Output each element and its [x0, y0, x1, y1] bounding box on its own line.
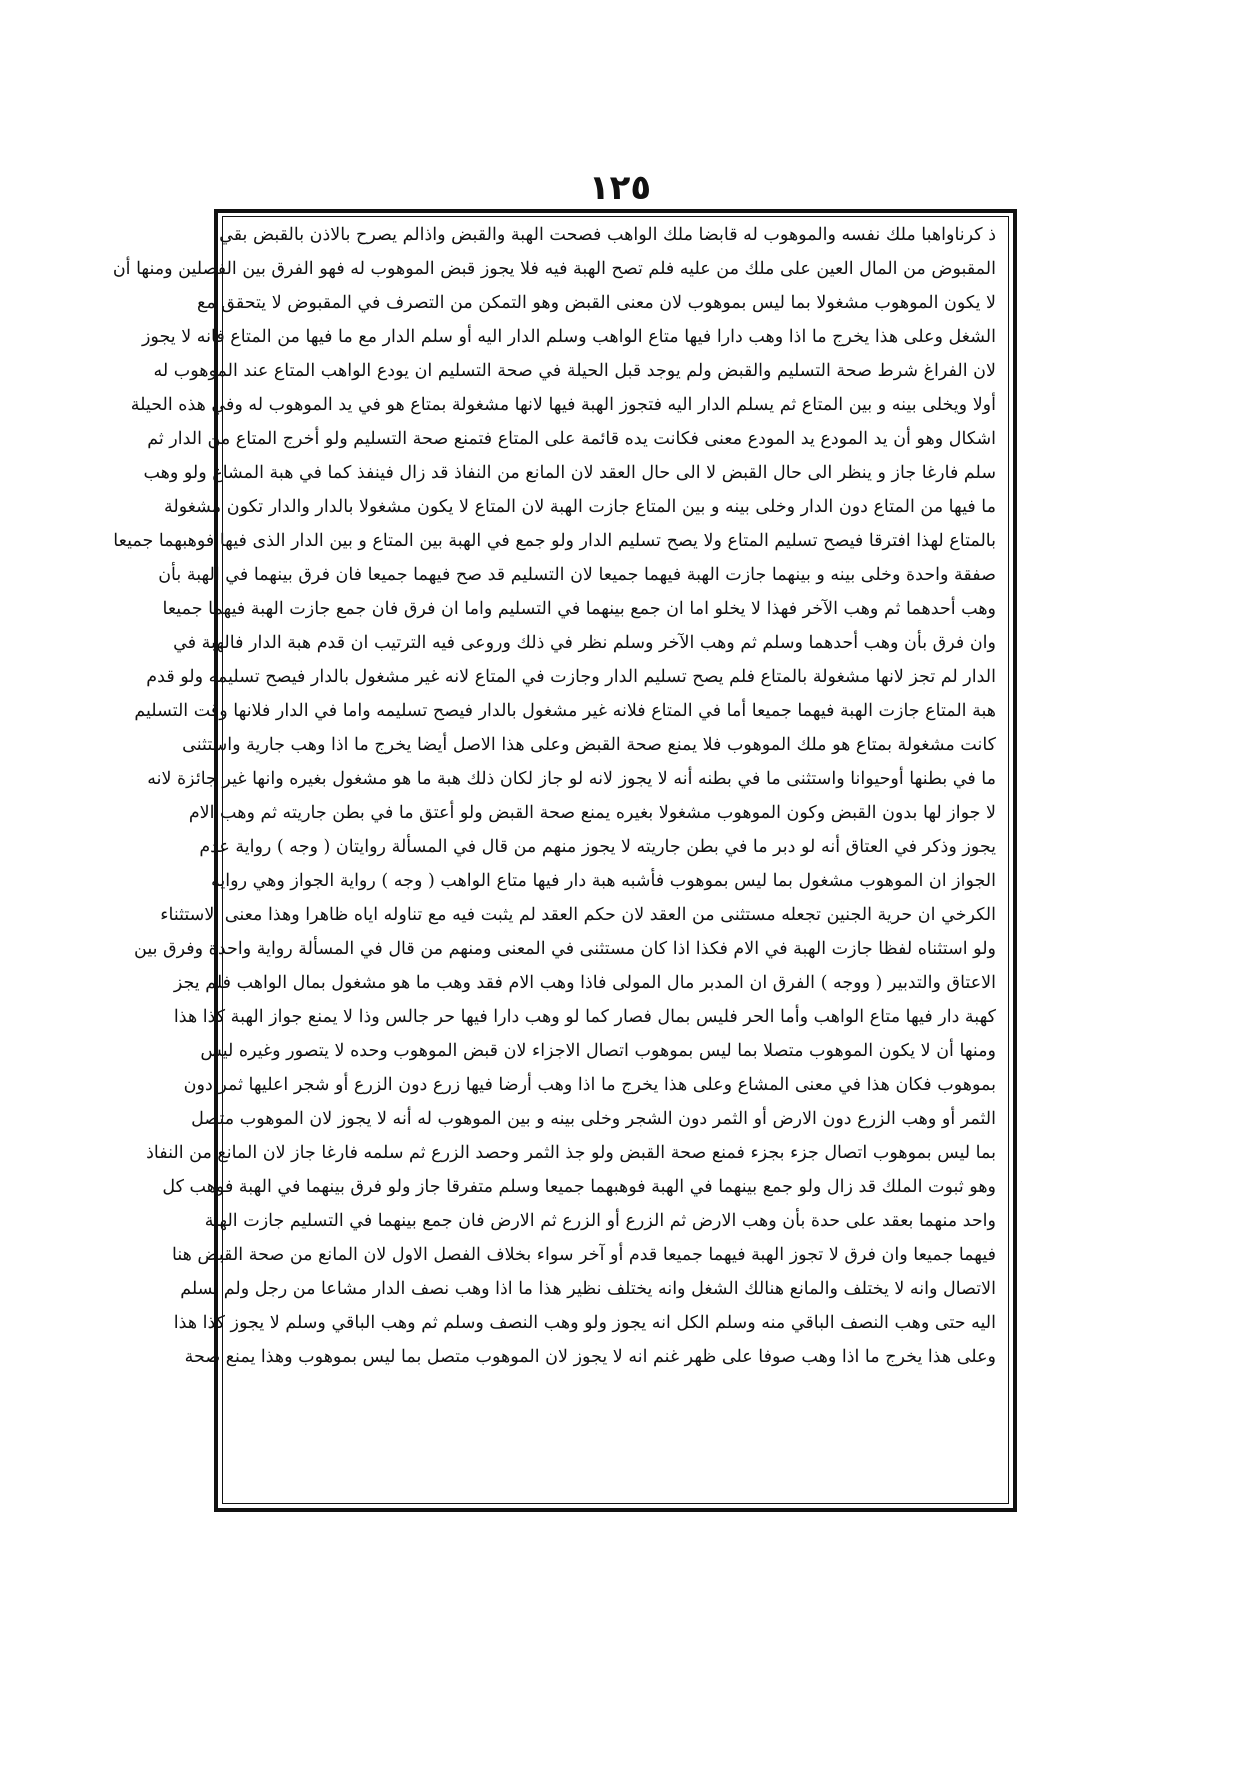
text-line: ومنها أن لا يكون الموهوب متصلا بما ليس بموهوب اتصال الاجزاء لان قبض الموهوب وحده لا يتصور وغيره ليس: [200, 1041, 996, 1061]
body-text: [112, 218, 996, 1408]
text-line: الاتصال وانه لا يختلف والمانع هنالك الشغل وانه يختلف نظير هذا ما اذا وهب نصف الدار مشاعا من رجل ولم يسلم: [180, 1279, 996, 1299]
text-line: الدار لم تجز لانها مشغولة بالمتاع فلم يصح تسليم الدار وجازت في المتاع لانه غير مشغول بالدار فيصح تسليمه ولو قدم: [146, 667, 996, 687]
text-line: لا يكون الموهوب مشغولا بما ليس بموهوب لان معنى القبض وهو التمكن من التصرف في المقبوض لا يتحقق مع: [197, 293, 996, 313]
text-line: وعلى هذا يخرج ما اذا وهب صوفا على ظهر غنم انه لا يجوز لان الموهوب متصل بما ليس بموهوب وهذا يمنع صحة: [184, 1347, 996, 1367]
text-line: واحد منهما بعقد على حدة بأن وهب الارض ثم الزرع أو الزرع ثم الارض فان جمع بينهما في التسليم جازت الهبة: [204, 1211, 996, 1231]
text-line: صفقة واحدة وخلى بينه و بينهما جازت الهبة فيهما جميعا لان التسليم قد صح فيهما جميعا فان فرق بينهما في الهبة بأن: [158, 565, 996, 585]
text-line: الشغل وعلى هذا يخرج ما اذا وهب دارا فيها متاع الواهب وسلم الدار اليه أو سلم الدار مع ما فيها من المتاع فانه لا يجوز: [141, 327, 996, 347]
page-number: ١٢٥: [588, 168, 652, 208]
text-line: الثمر أو وهب الزرع دون الارض أو الثمر دون الشجر وخلى بينه و بين الموهوب له أنه لا يجوز لان الموهوب متصل: [191, 1109, 996, 1129]
text-line: كانت مشغولة بمتاع هو ملك الموهوب فلا يمنع صحة القبض وعلى هذا الاصل أيضا يخرج ما اذا وهب جارية واستثنى: [182, 735, 996, 755]
text-line: وهو ثبوت الملك قد زال ولو جمع بينهما في الهبة فوهبهما جميعا وسلم متفرقا جاز ولو فرق بينهما في الهبة فوهب كل: [162, 1177, 996, 1197]
text-line: وهب أحدهما ثم وهب الآخر فهذا لا يخلو اما ان جمع بينهما في التسليم واما ان فرق فان جمع جازت الهبة فيهما جميعا: [162, 599, 996, 619]
text-line: ذ كرناواهبا ملك نفسه والموهوب له قابضا ملك الواهب فصحت الهبة والقبض واذالم يصرح بالاذن بالقبض بقي: [219, 225, 996, 245]
text-line: بالمتاع لهذا افترقا فيصح تسليم المتاع ولا يصح تسليم الدار ولو جمع في الهبة بين المتاع و بين الدار الذى فيها فوهبهما جميعا: [113, 531, 996, 551]
text-line: لان الفراغ شرط صحة التسليم والقبض ولم يوجد قبل الحيلة في صحة التسليم ان يودع الواهب المتاع عند الموهوب له: [153, 361, 996, 381]
text-line: اشكال وهو أن يد المودع يد المودع معنى فكانت يده قائمة على المتاع فتمنع صحة التسليم ولو أخرج المتاع من الدار ثم: [147, 429, 996, 449]
text-line: المقبوض من المال العين على ملك من عليه فلم تصح الهبة فيه فلا يجوز قبض الموهوب له فهو الفرق بين الفصلين ومنها أن: [112, 259, 996, 279]
text-line: ما فيها من المتاع دون الدار وخلى بينه و بين المتاع جازت الهبة لان المتاع لا يكون مشغولا بالدار والدار تكون مشغولة: [163, 497, 996, 517]
text-line: هبة المتاع جازت الهبة فيهما جميعا أما في المتاع فلانه غير مشغول بالدار فيصح تسليمه واما في الدار فلانها وقت التسليم: [134, 701, 996, 721]
text-line: الكرخي ان حرية الجنين تجعله مستثنى من العقد لان حكم العقد لم يثبت فيه مع تناوله اياه ظاهرا وهذا معنى الاستثناء: [160, 905, 996, 925]
text-line: فيهما جميعا وان فرق لا تجوز الهبة فيهما جميعا قدم أو آخر سواء بخلاف الفصل الاول لان المانع من صحة القبض هنا: [171, 1245, 996, 1265]
text-line: الجواز ان الموهوب مشغول بما ليس بموهوب فأشبه هبة دار فيها متاع الواهب ( وجه ) رواية الجواز وهي رواية: [211, 871, 996, 891]
text-line: بموهوب فكان هذا في معنى المشاع وعلى هذا يخرج ما اذا وهب أرضا فيها زرع دون الزرع أو شجر اعليها ثمر دون: [183, 1075, 996, 1095]
text-line: كهبة دار فيها متاع الواهب وأما الحر فليس بمال فصار كما لو وهب دارا فيها حر جالس وذا لا يمنع جواز الهبة كذا هذا: [173, 1007, 996, 1027]
text-line: ما في بطنها أوحيوانا واستثنى ما في بطنه أنه لا يجوز لانه لو جاز لكان ذلك هبة ما هو مشغول بغيره وانها غير جائزة لانه: [147, 769, 996, 789]
text-line: أولا ويخلى بينه و بين المتاع ثم يسلم الدار اليه فتجوز الهبة فيها لانها مشغولة بمتاع هو في يد الموهوب له وفي هذه الحيلة: [130, 395, 996, 415]
text-line: لا جواز لها بدون القبض وكون الموهوب مشغولا بغيره يمنع صحة القبض ولو أعتق ما في بطن جاريته ثم وهب الام: [188, 803, 996, 823]
text-line: بما ليس بموهوب اتصال جزء بجزء فمنع صحة القبض ولو جذ الثمر وحصد الزرع ثم سلمه فارغا جاز لان المانع من النفاذ: [146, 1143, 996, 1163]
text-line: اليه حتى وهب النصف الباقي منه وسلم الكل انه يجوز ولو وهب النصف وسلم ثم وهب الباقي وسلم لا يجوز كذا هذا: [173, 1313, 996, 1333]
text-line: وان فرق بأن وهب أحدهما وسلم ثم وهب الآخر وسلم نظر في ذلك وروعى فيه الترتيب ان قدم هبة الدار فالهبة في: [173, 633, 996, 653]
text-line: يجوز وذكر في العتاق أنه لو دبر ما في بطن جاريته لا يجوز منهم من قال في المسألة روايتان ( وجه ) رواية عدم: [199, 837, 996, 857]
text-line: ولو استثناه لفظا جازت الهبة في الام فكذا اذا كان مستثنى في المعنى ومنهم من قال في المسألة رواية واحدة وفرق بين: [134, 939, 996, 959]
text-line: الاعتاق والتدبير ( ووجه ) الفرق ان المدبر مال المولى فاذا وهب الام فقد وهب ما هو مشغول بمال الواهب فلم يجز: [173, 973, 996, 993]
text-line: سلم فارغا جاز و ينظر الى حال القبض لا الى حال العقد لان المانع من النفاذ قد زال فينفذ كما في هبة المشاع ولو وهب: [143, 463, 996, 483]
text-line: [236, 1374, 996, 1408]
